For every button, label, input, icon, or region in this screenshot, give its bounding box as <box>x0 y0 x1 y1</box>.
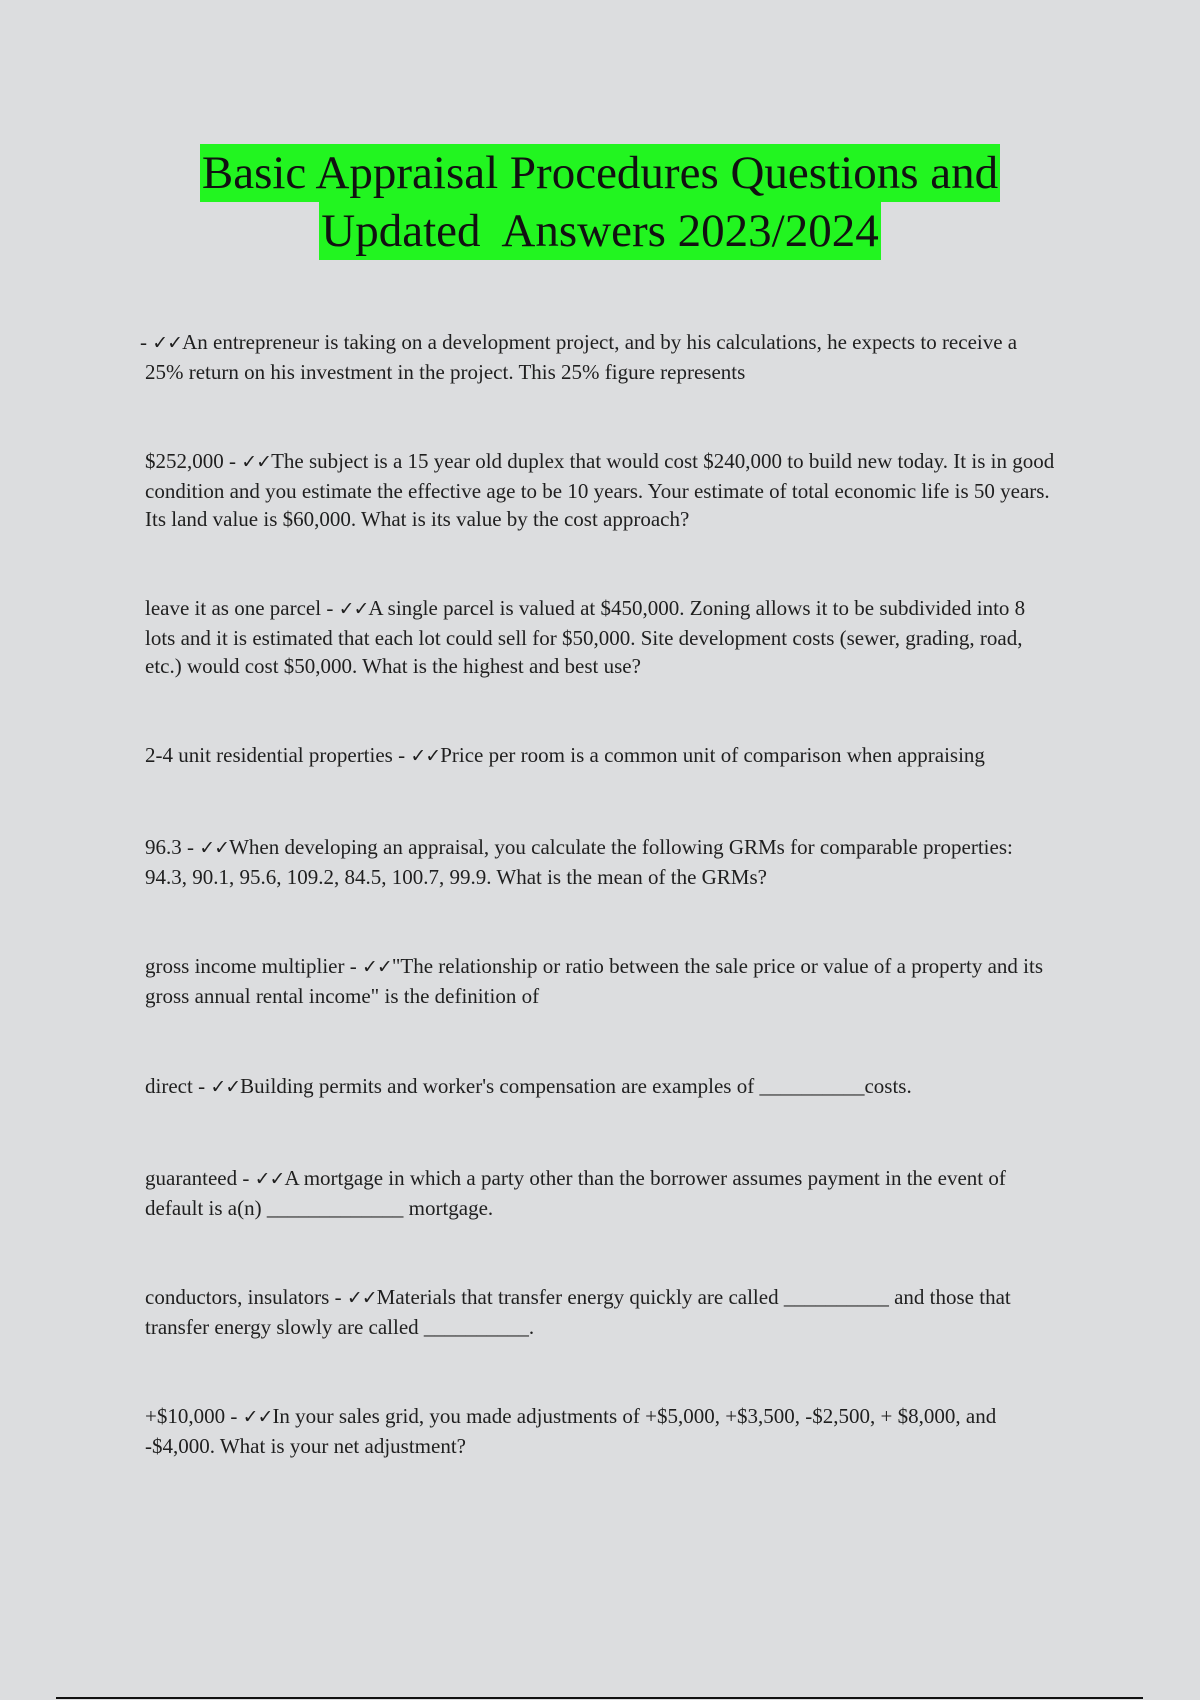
qa-item <box>145 741 1055 771</box>
answer-text: 2-4 unit residential properties <box>145 743 393 767</box>
check-mark-icon: ✓✓ <box>199 837 230 859</box>
qa-item <box>145 952 1055 1010</box>
separator: - <box>392 743 411 767</box>
separator: - <box>223 449 242 473</box>
question-text: In your sales grid, you made adjustments of +$5,000, +$3,500, -$2,500, + $8,000, and -$4,000. What is your net adjustment? <box>145 1404 997 1458</box>
question-text: Building permits and worker's compensation are examples of __________costs. <box>240 1074 912 1098</box>
check-mark-icon: ✓✓ <box>152 332 183 354</box>
separator: - <box>181 835 200 859</box>
answer-text: 96.3 <box>145 835 182 859</box>
separator: - <box>321 596 339 620</box>
check-mark-icon: ✓✓ <box>346 1287 377 1309</box>
answer-text: leave it as one parcel <box>145 596 322 620</box>
question-text: A single parcel is valued at $450,000. Zoning allows it to be subdivided into 8 lots and it is estimated that each lot could sell for $50,000. Site development costs (sewer, grading, road, etc.) would cost $50,000. What is the highest and best use? <box>145 596 1026 678</box>
qa-item <box>145 447 1055 534</box>
title-line-2: Updated Answers 2023/2024 <box>319 202 880 260</box>
qa-item <box>145 1072 1055 1102</box>
separator: - <box>344 954 362 978</box>
qa-item <box>145 594 1055 681</box>
answer-text: gross income multiplier <box>145 954 345 978</box>
separator: - <box>329 1285 347 1309</box>
answer-text: $252,000 <box>145 449 224 473</box>
question-text: Price per room is a common unit of comparison when appraising <box>440 743 985 767</box>
question-text: Materials that transfer energy quickly are called __________ and those that transfer energy slowly are called __________. <box>145 1285 1011 1339</box>
page-bottom-rule <box>56 1697 1143 1699</box>
title-line-1: Basic Appraisal Procedures Questions and <box>200 144 1000 202</box>
separator: - <box>225 1404 243 1428</box>
check-mark-icon: ✓✓ <box>254 1168 285 1190</box>
question-text: When developing an appraisal, you calculate the following GRMs for comparable properties: 94.3, 90.1, 95.6, 109.2, 84.5, 100.7, 99.9. What is the mean of the GRMs? <box>145 835 1013 889</box>
check-mark-icon: ✓✓ <box>410 745 441 767</box>
question-text: The subject is a 15 year old duplex that would cost $240,000 to build new today. It is in good condition and you estimate the effective age to be 10 years. Your estimate of total economic life is 50 years. Its land value is $60,000. What is its value by the cost approach? <box>145 449 1055 531</box>
answer-text: +$10,000 <box>145 1404 226 1428</box>
question-text: An entrepreneur is taking on a development project, and by his calculations, he expects to receive a 25% return on his investment in the project. This 25% figure represents <box>145 330 1018 384</box>
separator: - <box>140 330 153 354</box>
answer-text: guaranteed <box>145 1166 238 1190</box>
qa-item <box>140 328 1055 386</box>
check-mark-icon: ✓✓ <box>361 956 392 978</box>
question-text: A mortgage in which a party other than the borrower assumes payment in the event of default is a(n) _____________ mortgage. <box>145 1166 1006 1220</box>
separator: - <box>237 1166 255 1190</box>
qa-item <box>145 1402 1055 1460</box>
check-mark-icon: ✓✓ <box>338 598 369 620</box>
qa-item <box>145 1164 1055 1222</box>
question-text: "The relationship or ratio between the sale price or value of a property and its gross annual rental income" is the definition of <box>145 954 1043 1008</box>
answer-text: direct <box>145 1074 193 1098</box>
check-mark-icon: ✓✓ <box>242 1406 273 1428</box>
separator: - <box>192 1074 211 1098</box>
document-title <box>0 144 1200 260</box>
qa-item <box>145 833 1055 891</box>
check-mark-icon: ✓✓ <box>210 1076 241 1098</box>
qa-item <box>145 1283 1055 1341</box>
answer-text: conductors, insulators <box>145 1285 330 1309</box>
check-mark-icon: ✓✓ <box>241 451 272 473</box>
